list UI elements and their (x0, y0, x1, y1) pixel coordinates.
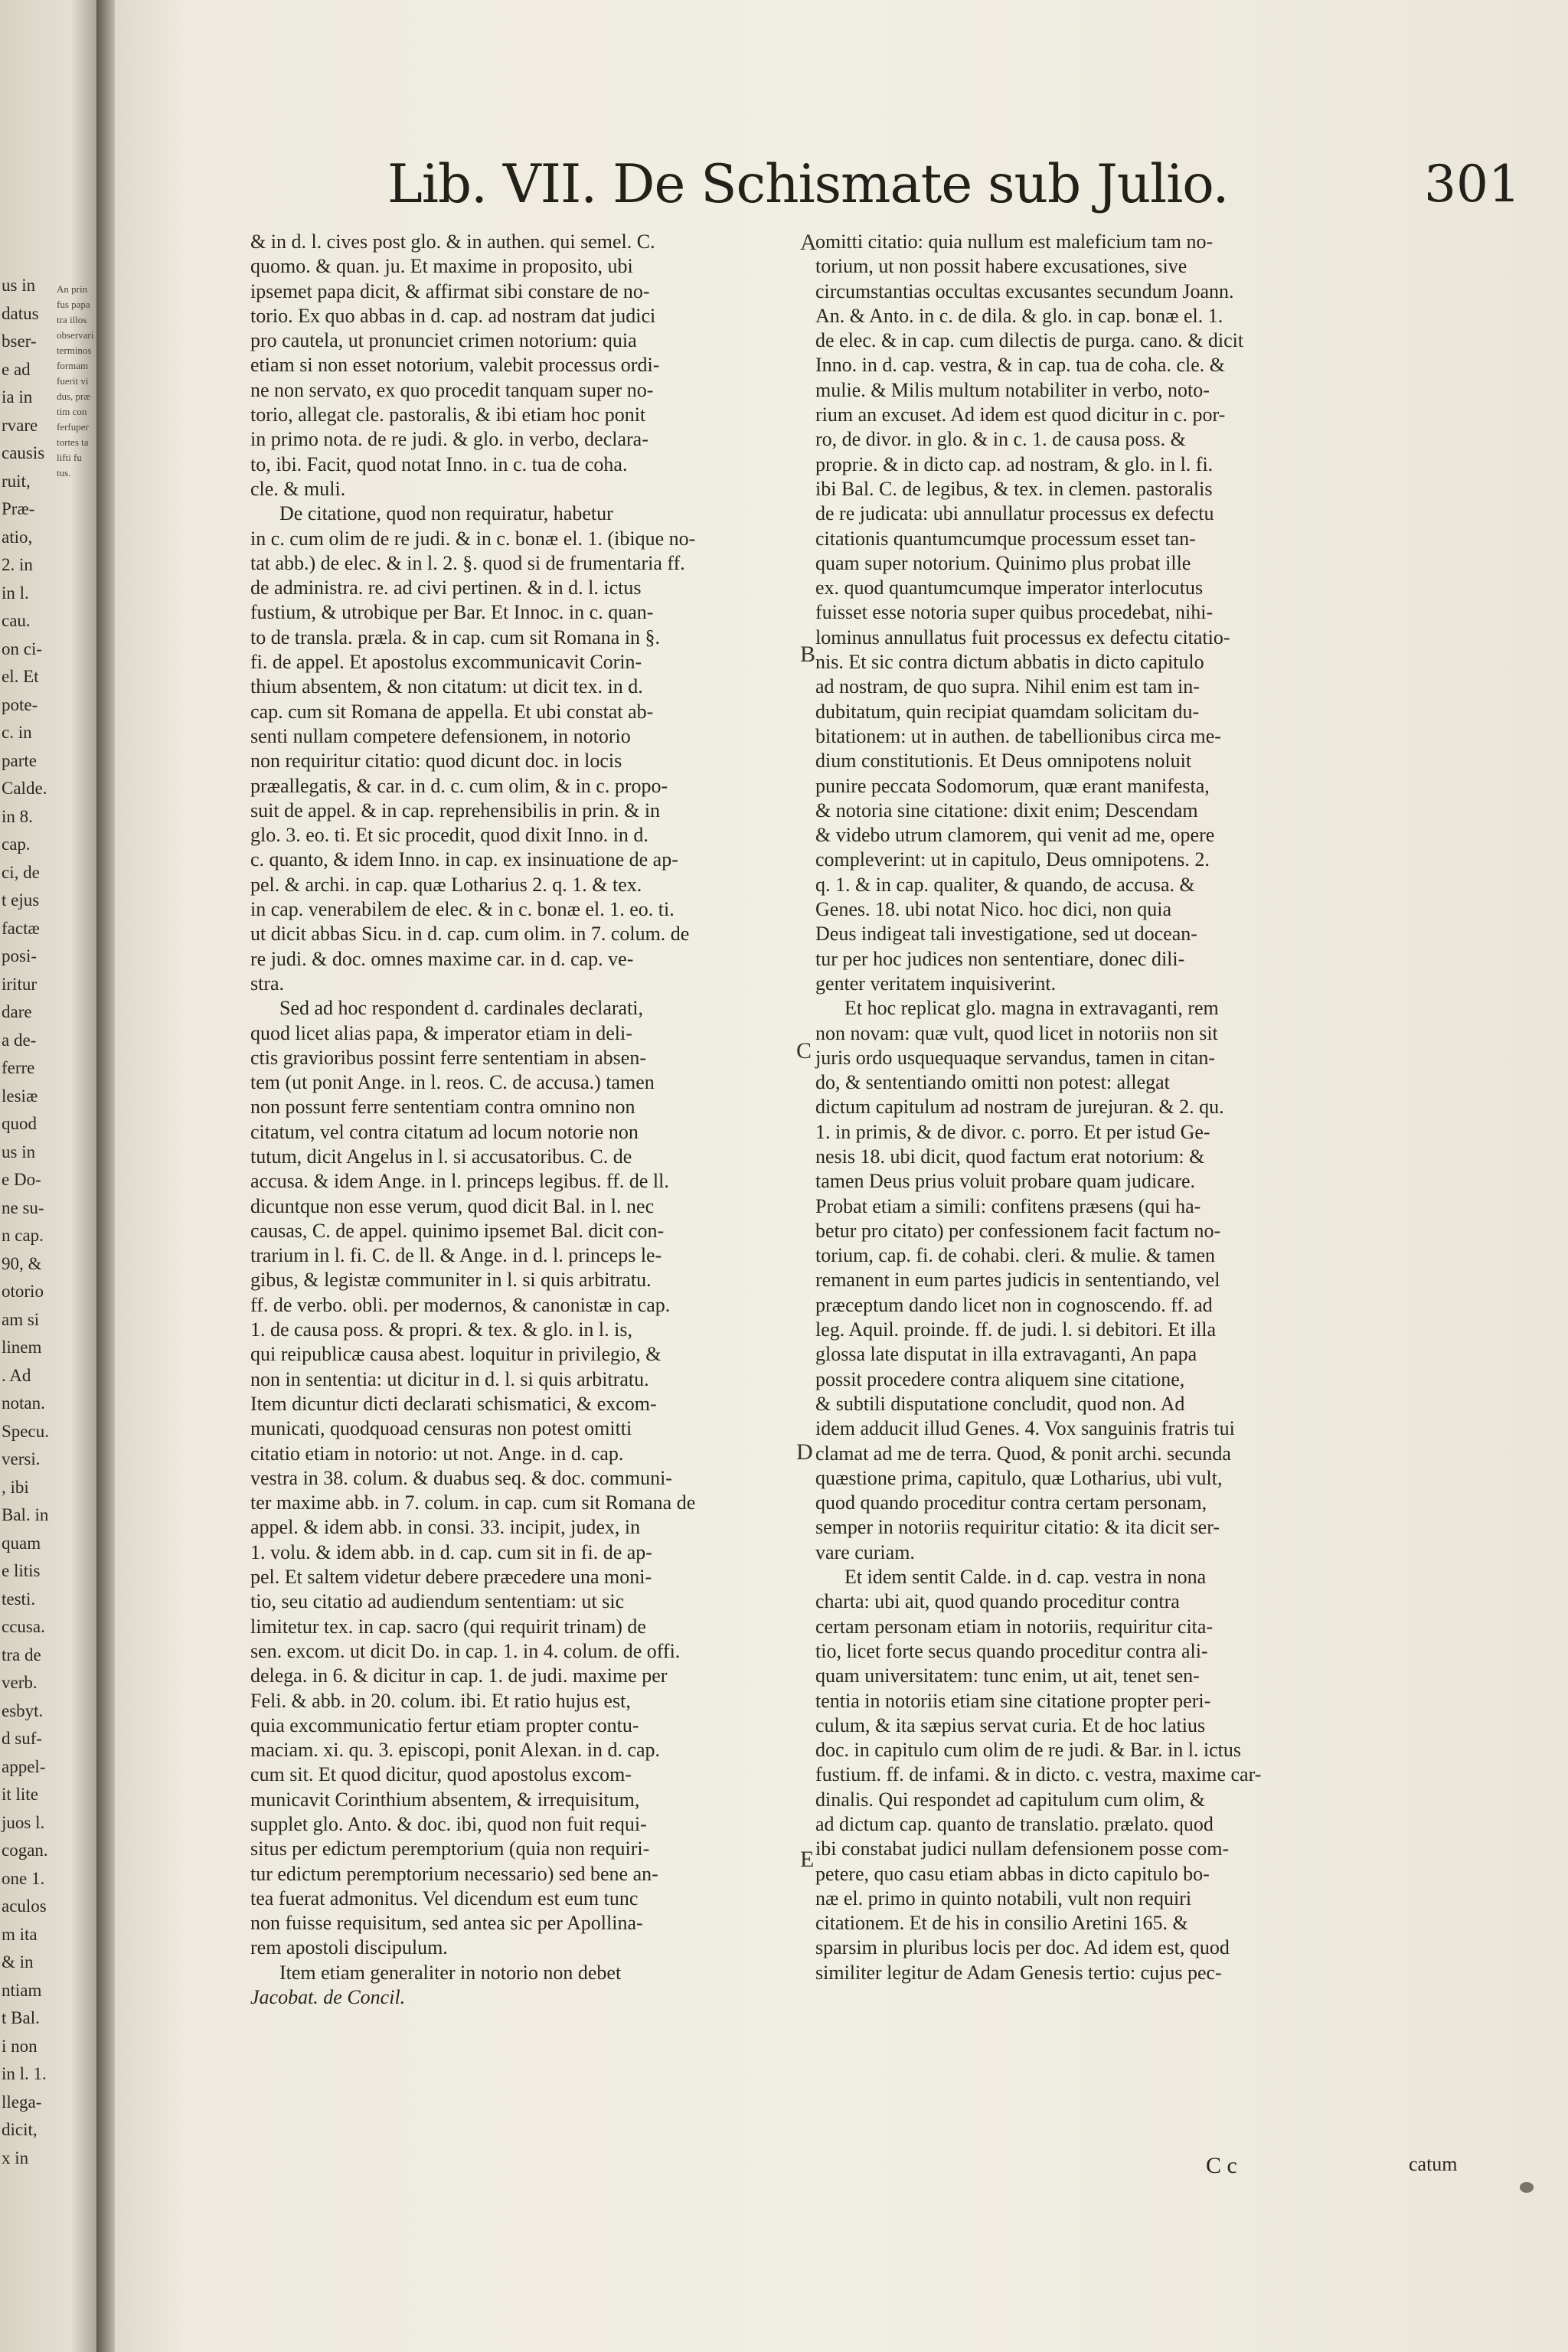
text-line: tea fuerat admonitus. Vel dicendum est eum tunc (250, 1886, 639, 1909)
margin-fragment: juos l. (2, 1812, 45, 1832)
text-line: municati, quodquoad censuras non potest omitti (250, 1417, 632, 1440)
text-line: dicuntque non esse verum, quod dicit Bal. in l. nec (250, 1194, 655, 1217)
margin-fragment: cogan. (2, 1841, 48, 1860)
text-line: de elec. & in cap. cum dilectis de purga. cano. & dicit (815, 329, 1244, 352)
margin-fragment: e ad (2, 359, 31, 379)
text-line: possit procedere contra aliquem sine citatione, (815, 1367, 1185, 1390)
text-line: næ el. primo in quinto notabili, vult non requiri (815, 1886, 1192, 1909)
text-line: fustium. ff. de infami. & in dicto. c. vestra, maxime car- (815, 1763, 1262, 1786)
text-line: in cap. venerabilem de elec. & in c. bonæ el. 1. eo. ti. (250, 898, 675, 921)
margin-fragment: in l. (2, 583, 29, 603)
text-line: Deus indigeat tali investigatione, sed ut docean- (815, 923, 1197, 946)
text-line: quam super notorium. Quinimo plus probat ille (815, 551, 1191, 574)
text-line: non possunt ferre sententiam contra omnino non (250, 1096, 635, 1119)
text-line: tur per hoc judices non sententiare, donec dili- (815, 947, 1185, 970)
text-line: thium absentem, & non citatum: ut dicit tex. in d. (250, 675, 643, 698)
text-line: præceptum dando licet non in cognoscendo. ff. ad (815, 1293, 1213, 1316)
previous-page-marginal-notes (57, 282, 101, 481)
text-line: non novam: quæ vult, quod licet in notoriis non sit (815, 1021, 1218, 1044)
text-line: trarium in l. fi. C. de ll. & Ange. in d. l. princeps le- (250, 1244, 662, 1267)
margin-fragment: dare (2, 1002, 32, 1021)
text-line: sen. excom. ut dicit Do. in cap. 1. in 4. colum. de offi. (250, 1639, 681, 1662)
text-line: citatio etiam in notorio: ut not. Ange. in d. cap. (250, 1442, 624, 1465)
left-text-column (250, 230, 909, 2010)
text-line: quam universitatem: tunc enim, ut ait, tenet sen- (815, 1664, 1200, 1687)
text-line: mulie. & Milis multum notabiliter in verbo, noto- (815, 378, 1210, 401)
text-line: punire peccata Sodomorum, quæ erant manifesta, (815, 774, 1210, 797)
text-line: lominus annullatus fuit processus ex defectu citatio- (815, 626, 1230, 648)
text-line: dubitatum, quin recipiat quamdam solicitam du- (815, 700, 1200, 723)
text-line: ad nostram, de quo supra. Nihil enim est tam in- (815, 675, 1200, 698)
margin-letter-e: E (800, 1847, 815, 1872)
margin-fragment: iritur (2, 974, 37, 994)
margin-fragment: cau. (2, 611, 31, 630)
catchword: catum (1409, 2153, 1458, 2175)
text-line: citationis quantumcumque processum esset tan- (815, 527, 1196, 550)
text-line: 1. in primis, & de divor. c. porro. Et per istud Ge- (815, 1120, 1210, 1143)
text-line: stra. (250, 972, 285, 995)
margin-fragment: 90, & (2, 1253, 42, 1273)
margin-fragment: Calde. (2, 779, 47, 798)
text-line: maciam. xi. qu. 3. episcopi, ponit Alexan. in d. cap. (250, 1739, 661, 1762)
margin-fragment: fus papa (57, 299, 90, 310)
margin-fragment: ccusa. (2, 1617, 45, 1636)
text-line: torio, allegat cle. pastoralis, & ibi etiam hoc ponit (250, 403, 646, 426)
margin-fragment: datus (2, 303, 39, 323)
text-line: rem apostoli discipulum. (250, 1936, 448, 1959)
text-line: torium, ut non possit habere excusationes, sive (815, 255, 1187, 278)
text-line: De citatione, quod non requiratur, habetur (279, 502, 613, 525)
text-line: circumstantias occultas excusantes secundum Joann. (815, 279, 1234, 302)
text-line: ne non servato, ex quo procedit tanquam super no- (250, 378, 654, 401)
page-header (387, 150, 1521, 219)
margin-fragment: n cap. (2, 1226, 44, 1245)
text-line: Item etiam generaliter in notorio non debet (279, 1961, 622, 1984)
margin-fragment: parte (2, 750, 37, 770)
text-line: tat abb.) de elec. & in l. 2. §. quod si de frumentaria ff. (250, 551, 685, 574)
text-line: quia excommunicatio fertur etiam propter contu- (250, 1713, 639, 1736)
running-head: Lib. VII. De Schismate sub Julio. (387, 154, 1229, 215)
margin-fragment: appel- (2, 1756, 46, 1776)
text-line: tem (ut ponit Ange. in l. reos. C. de accusa.) tamen (250, 1071, 655, 1094)
previous-page-text (2, 272, 49, 2172)
text-line: pro cautela, ut pronunciet crimen notorium: quia (250, 329, 637, 352)
margin-fragment: ferre (2, 1058, 35, 1077)
margin-fragment: factæ (2, 918, 40, 938)
margin-fragment: otorio (2, 1282, 44, 1301)
text-line: supplet glo. Anto. & doc. ibi, quod non fuit requi- (250, 1813, 647, 1835)
text-line: Sed ad hoc respondent d. cardinales declarati, (279, 997, 644, 1020)
margin-fragment: in 8. (2, 806, 33, 826)
margin-fragment: tortes ta (57, 436, 89, 448)
margin-fragment: notan. (2, 1393, 45, 1413)
text-line: de re judicata: ubi annullatur processus ex defectu (815, 502, 1214, 525)
text-line: do, & sententiando omitti non potest: allegat (815, 1071, 1170, 1094)
text-line: torium, cap. fi. de cohabi. cleri. & mulie. & tamen (815, 1244, 1216, 1267)
text-line: etiam si non esset notorium, valebit processus ordi- (250, 354, 660, 377)
text-line: tutum, dicit Angelus in l. si accusatoribus. C. de (250, 1145, 632, 1168)
text-line: quomo. & quan. ju. Et maxime in proposito, ubi (250, 255, 633, 278)
margin-fragment: tus. (57, 467, 71, 479)
text-line: cum sit. Et quod dicitur, quod apostolus excom- (250, 1763, 632, 1786)
text-line: Probat etiam a simili: confitens præsens (qui ha- (815, 1194, 1201, 1217)
text-line: & videbo utrum clamorem, qui venit ad me, opere (815, 824, 1215, 847)
text-line: citationem. Et de his in consilio Aretini 165. & (815, 1912, 1188, 1935)
text-line: gibus, & legistæ communiter in l. si quis arbitratu. (250, 1269, 652, 1292)
margin-fragment: posi- (2, 946, 37, 965)
margin-fragment: ne su- (2, 1197, 44, 1217)
margin-fragment: Præ- (2, 499, 35, 518)
margin-fragment: it lite (2, 1785, 38, 1804)
text-line: juris ordo usquequaque servandus, tamen in citan- (815, 1046, 1216, 1069)
margin-fragment: ferfuper (57, 421, 89, 433)
margin-fragment: c. in (2, 723, 32, 742)
margin-fragment: terminos (57, 345, 92, 356)
margin-fragment: , ibi (2, 1477, 29, 1497)
margin-fragment: 2. in (2, 555, 33, 574)
margin-fragment: cap. (2, 835, 31, 854)
text-line: omitti citatio: quia nullum est maleficium tam no- (815, 230, 1214, 253)
text-line: culum, & ita sæpius servat curia. Et de hoc latius (815, 1713, 1206, 1736)
text-line: ff. de verbo. obli. per modernos, & canonistæ in cap. (250, 1293, 671, 1316)
text-line: Et hoc replicat glo. magna in extravaganti, rem (844, 997, 1219, 1020)
margin-fragment: llega- (2, 2092, 42, 2112)
margin-fragment: one 1. (2, 1868, 45, 1888)
text-line: Et idem sentit Calde. in d. cap. vestra in nona (844, 1566, 1207, 1589)
text-line: q. 1. & in cap. qualiter, & quando, de accusa. & (815, 873, 1195, 896)
text-line: Genes. 18. ubi notat Nico. hoc dici, non quia (815, 898, 1172, 921)
margin-fragment: pote- (2, 694, 38, 714)
margin-fragment: formam (57, 360, 89, 371)
margin-fragment: bser- (2, 332, 37, 351)
margin-fragment: e Do- (2, 1170, 41, 1189)
text-line: fuisset esse notoria super quibus procedebat, nihi- (815, 601, 1214, 624)
text-line: ter maxime abb. in 7. colum. in cap. cum sit Romana de (250, 1491, 696, 1514)
text-line: semper in notoriis requiritur citatio: & ita dicit ser- (815, 1516, 1220, 1539)
margin-fragment: t ejus (2, 890, 40, 910)
text-line: glo. 3. eo. ti. Et sic procedit, quod dixit Inno. in d. (250, 824, 648, 847)
text-line: quod licet alias papa, & imperator etiam in deli- (250, 1021, 632, 1044)
text-line: de administra. re. ad civi pertinen. & in d. l. ictus (250, 577, 642, 599)
text-line: pel. & archi. in cap. quæ Lotharius 2. q. 1. & tex. (250, 873, 642, 896)
margin-fragment: esbyt. (2, 1700, 44, 1720)
margin-fragment: dicit, (2, 2120, 38, 2139)
margin-letter-c: C (796, 1038, 812, 1063)
text-line: cap. cum sit Romana de appella. Et ubi constat ab- (250, 700, 654, 723)
text-line: nis. Et sic contra dictum abbatis in dicto capitulo (815, 651, 1204, 674)
text-line: cle. & muli. (250, 477, 346, 500)
margin-letter-d: D (796, 1439, 813, 1465)
text-line: & subtili disputatione concludit, quod non. Ad (815, 1392, 1185, 1415)
text-line: tur edictum peremptorium necessario) sed bene an- (250, 1862, 658, 1885)
margin-fragment: causis (2, 443, 45, 462)
text-line: citatum, vel contra citatum ad locum notorie non (250, 1120, 639, 1143)
signature-mark: C c (1206, 2153, 1237, 2178)
text-line: petere, quo casu etiam abbas in dicto capitulo bo- (815, 1862, 1210, 1885)
text-line: tio, licet forte secus quando proceditur contra ali- (815, 1639, 1208, 1662)
text-line: tentia in notoriis etiam sine citatione propter peri- (815, 1689, 1211, 1712)
page-number: 301 (1424, 155, 1521, 214)
text-line: compleverint: ut in capitulo, Deus omnipotens. 2. (815, 848, 1210, 871)
text-line: Feli. & abb. in 20. colum. ibi. Et ratio hujus est, (250, 1689, 631, 1712)
text-line: proprie. & in dicto cap. ad nostram, & glo. in l. fi. (815, 452, 1214, 475)
text-line: c. quanto, & idem Inno. in cap. ex insinuatione de ap- (250, 848, 678, 871)
margin-fragment: in l. 1. (2, 2064, 47, 2083)
text-line: doc. in capitulo cum olim de re judi. & Bar. in l. ictus (815, 1739, 1242, 1762)
margin-fragment: us in (2, 1142, 36, 1161)
text-line: certam personam etiam in notoriis, requiritur cita- (815, 1615, 1214, 1638)
text-line: municavit Corinthium absentem, & irrequisitum, (250, 1788, 640, 1811)
margin-fragment: x in (2, 2148, 29, 2167)
margin-fragment: observari (57, 329, 94, 341)
text-line: betur pro citato) per confessionem facit factum no- (815, 1219, 1221, 1242)
text-line: Inno. in d. cap. vestra, & in cap. tua de coha. cle. & (815, 354, 1225, 377)
text-line: quod quando proceditur contra certam personam, (815, 1491, 1207, 1514)
text-line: vestra in 38. colum. & duabus seq. & doc. communi- (250, 1466, 672, 1489)
text-line: & notoria sine citatione: dixit enim; Descendam (815, 799, 1198, 822)
text-line: dictum capitulum ad nostram de jurejuran. & 2. qu. (815, 1096, 1224, 1119)
margin-fragment: ia in (2, 387, 33, 407)
margin-fragment: m ita (2, 1924, 38, 1944)
text-line: leg. Aquil. proinde. ff. de judi. l. si debitori. Et illa (815, 1318, 1217, 1341)
margin-fragment: . Ad (2, 1365, 31, 1385)
text-line: re judi. & doc. omnes maxime car. in d. cap. ve- (250, 947, 634, 970)
margin-fragment: Bal. in (2, 1505, 49, 1524)
right-text-column (815, 230, 1504, 1985)
text-line: vare curiam. (815, 1540, 915, 1563)
previous-page-edge (0, 0, 101, 2352)
margin-fragment: dus, præ (57, 390, 91, 402)
text-line: genter veritatem inquisiverint. (815, 972, 1057, 995)
text-line: clamat ad me de terra. Quod, & ponit archi. secunda (815, 1442, 1231, 1465)
margin-fragment: d suf- (2, 1729, 43, 1748)
margin-fragment: quod (2, 1114, 37, 1133)
margin-fragment: tim con (57, 406, 87, 417)
text-line: 1. volu. & idem abb. in d. cap. cum sit in fi. de ap- (250, 1540, 652, 1563)
text-line: to, ibi. Facit, quod notat Inno. in c. tua de coha. (250, 452, 628, 475)
margin-fragment: ci, de (2, 862, 40, 882)
margin-fragment: ruit, (2, 471, 31, 491)
margin-fragment: quam (2, 1533, 41, 1553)
text-line: in c. cum olim de re judi. & in c. bonæ el. 1. (ibique no- (250, 527, 696, 550)
margin-fragment: rvare (2, 415, 38, 435)
text-line: idem adducit illud Genes. 4. Vox sanguinis fratris tui (815, 1417, 1235, 1440)
book-page (115, 0, 1568, 2352)
ink-spot (1520, 2182, 1534, 2193)
margin-fragment: on ci- (2, 639, 43, 658)
text-line: charta: ubi ait, quod quando proceditur contra (815, 1590, 1180, 1613)
text-line: qui reipublicæ causa abest. loquitur in privilegio, & (250, 1343, 662, 1366)
text-line: ibi Bal. C. de legibus, & tex. in clemen. pastoralis (815, 477, 1213, 500)
text-line: nesis 18. ubi dicit, quod factum erat notorium: & (815, 1145, 1205, 1168)
text-line: glossa late disputat in illa extravaganti, An papa (815, 1343, 1197, 1366)
text-line: bitationem: ut in authen. de tabellionibus circa me- (815, 724, 1221, 747)
text-line: ibi constabat judici nullam defensionem posse com- (815, 1838, 1230, 1860)
text-line: rium an excuset. Ad idem est quod dicitur in c. por- (815, 403, 1226, 426)
margin-letter-a: A (800, 230, 817, 255)
margin-fragment: tra illos (57, 314, 87, 325)
text-line: An. & Anto. in c. de dila. & glo. in cap. bonæ el. 1. (815, 304, 1223, 327)
text-line: tio, seu citatio ad audiendum sententiam: ut sic (250, 1590, 625, 1613)
text-line: accusa. & idem Ange. in l. princeps legibus. ff. de ll. (250, 1170, 669, 1193)
margin-fragment: linem (2, 1338, 42, 1357)
text-line: & in d. l. cives post glo. & in authen. qui semel. C. (250, 230, 655, 253)
text-line: dium constitutionis. Et Deus omnipotens noluit (815, 750, 1192, 773)
text-line: præallegatis, & car. in d. c. cum olim, & in c. propo- (250, 774, 668, 797)
text-line: 1. de causa poss. & propri. & tex. & glo. in l. is, (250, 1318, 633, 1341)
margin-fragment: verb. (2, 1673, 38, 1692)
text-line: torio. Ex quo abbas in d. cap. ad nostram dat judici (250, 304, 656, 327)
text-line: fustium, & utrobique per Bar. Et Innoc. in c. quan- (250, 601, 654, 624)
margin-fragment: e litis (2, 1561, 41, 1580)
margin-fragment: Specu. (2, 1421, 49, 1441)
text-line: similiter legitur de Adam Genesis tertio: cujus pec- (815, 1961, 1222, 1984)
margin-letter-b: B (800, 642, 816, 667)
text-line: sparsim in pluribus locis per doc. Ad idem est, quod (815, 1936, 1230, 1959)
text-line: ipsemet papa dicit, & affirmat sibi constare de no- (250, 279, 650, 302)
text-line: pel. Et saltem videtur debere præcedere una moni- (250, 1566, 652, 1589)
margin-fragment: i non (2, 2036, 38, 2056)
margin-fragment: tra de (2, 1645, 41, 1664)
text-line: Item dicuntur dicti declarati schismatici, & excom- (250, 1392, 657, 1415)
margin-fragment: aculos (2, 1896, 47, 1916)
text-line: ad dictum cap. quanto de translatio. prælato. quod (815, 1813, 1214, 1835)
text-line: ut dicit abbas Sicu. in d. cap. cum olim. in 7. colum. de (250, 923, 690, 946)
text-line: dinalis. Qui respondet ad capitulum cum olim, & (815, 1788, 1206, 1811)
margin-fragment: am si (2, 1309, 40, 1329)
text-line: tamen Deus prius voluit probare quam judicare. (815, 1170, 1196, 1193)
margin-fragment: An prin (57, 283, 88, 295)
text-line: delega. in 6. & dicitur in cap. 1. de judi. maxime per (250, 1664, 668, 1687)
text-line: limitetur tex. in cap. sacro (qui requirit trinam) de (250, 1615, 646, 1638)
text-line: appel. & idem abb. in consi. 33. incipit, judex, in (250, 1516, 641, 1539)
margin-fragment: lesiæ (2, 1086, 38, 1106)
text-line: ex. quod quantumcumque imperator interlocutus (815, 577, 1204, 599)
text-line: in primo nota. de re judi. & glo. in verbo, declara- (250, 428, 648, 451)
text-line: causas, C. de appel. quinimo ipsemet Bal. dicit con- (250, 1219, 665, 1242)
text-line: Jacobat. de Concil. (250, 1986, 406, 2009)
margin-fragment: fuerit vi (57, 375, 89, 387)
margin-fragment: lifti fu (57, 452, 82, 463)
text-line: ctis gravioribus possint ferre sententiam in absen- (250, 1046, 646, 1069)
margin-fragment: testi. (2, 1589, 36, 1609)
text-line: ro, de divor. in glo. & in c. 1. de causa poss. & (815, 428, 1186, 451)
margin-fragment: t Bal. (2, 2008, 40, 2027)
margin-fragment: atio, (2, 527, 33, 547)
text-line: to de transla. præla. & in cap. cum sit Romana in §. (250, 626, 661, 648)
margin-fragment: a de- (2, 1030, 37, 1050)
margin-fragment: & in (2, 1952, 34, 1971)
text-line: situs per edictum peremptorium (quia non requiri- (250, 1838, 650, 1860)
margin-fragment: versi. (2, 1449, 41, 1468)
margin-fragment: el. Et (2, 667, 39, 686)
margin-fragment: ntiam (2, 1980, 42, 2000)
text-line: fi. de appel. Et apostolus excommunicavit Corin- (250, 651, 642, 674)
text-line: suit de appel. & in cap. reprehensibilis in prin. & in (250, 799, 661, 822)
text-line: remanent in eum partes judicis in sententiando, vel (815, 1269, 1220, 1292)
text-line: non requiritur citatio: quod dicunt doc. in locis (250, 750, 622, 773)
margin-fragment: us in (2, 276, 36, 295)
text-line: non fuisse requisitum, sed antea sic per Apollina- (250, 1912, 643, 1935)
text-line: non in sententia: ut dicitur in d. l. si quis arbitratu. (250, 1367, 649, 1390)
text-line: quæstione prima, capitulo, quæ Lotharius, ubi vult, (815, 1466, 1223, 1489)
text-line: senti nullam competere defensionem, in notorio (250, 724, 631, 747)
